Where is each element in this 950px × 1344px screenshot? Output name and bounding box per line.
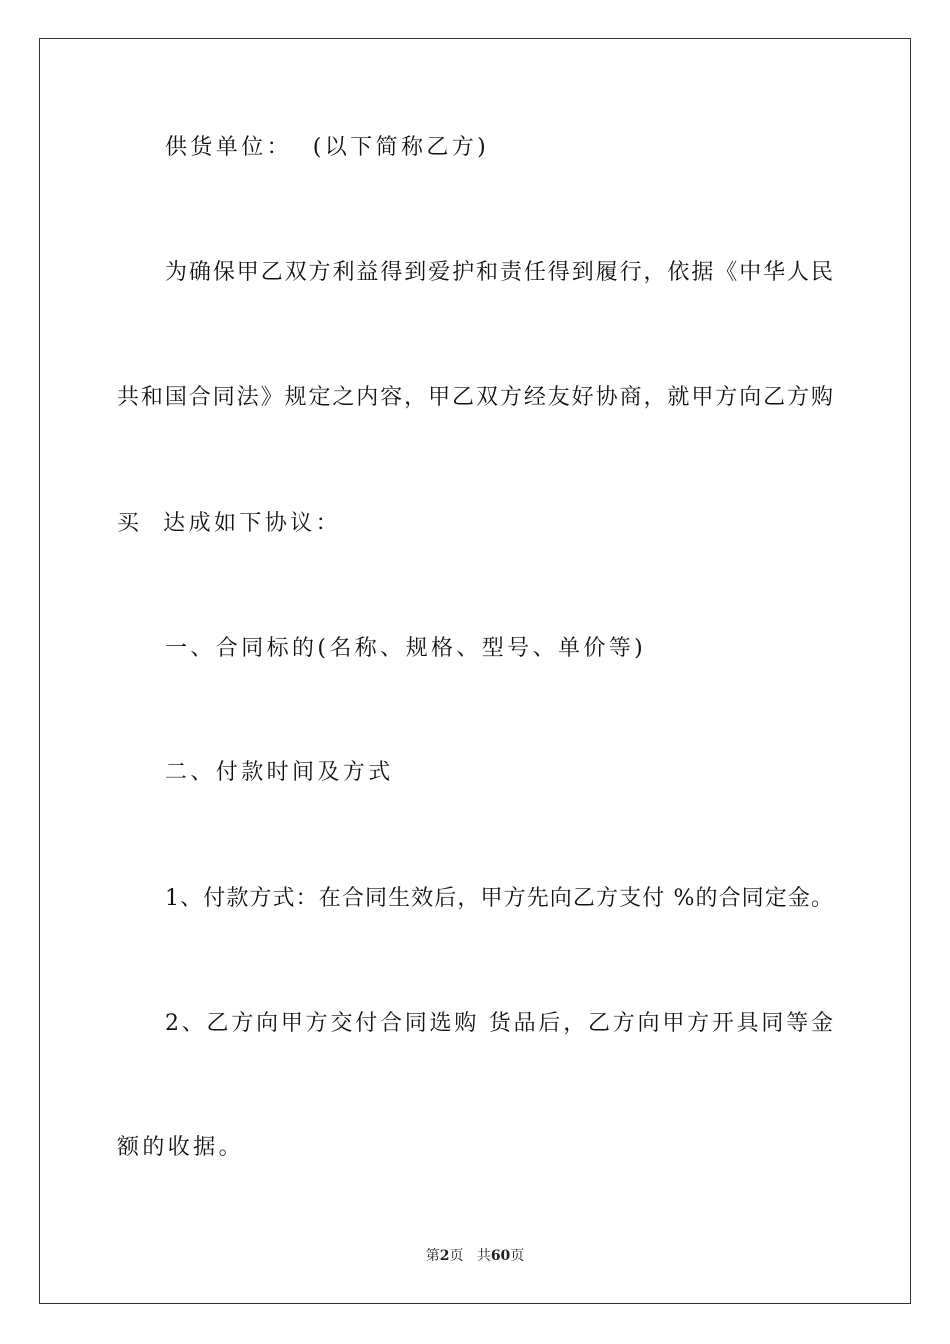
page-border xyxy=(39,38,911,1304)
clause-1-line: 1、付款方式：在合同生效后，甲方先向乙方支付 %的合同定金。 xyxy=(165,886,833,911)
clause-2-line-1: 2、乙方向甲方交付合同选购 货品后，乙方向甲方开具同等金 xyxy=(165,1011,833,1036)
footer-page-suffix: 页 xyxy=(449,1248,464,1264)
footer-total-suffix: 页 xyxy=(510,1248,525,1264)
section-heading-2: 二、付款时间及方式 xyxy=(165,760,394,785)
paragraph-intro-line-1: 为确保甲乙双方利益得到爱护和责任得到履行，依据《中华人民 xyxy=(165,260,833,285)
footer-page-number: 2 xyxy=(439,1248,450,1264)
page-footer xyxy=(0,1247,950,1265)
paragraph-intro-line-2: 共和国合同法》规定之内容，甲乙双方经友好协商，就甲方向乙方购 xyxy=(117,385,833,410)
footer-total-number: 60 xyxy=(490,1248,511,1264)
supplier-line: 供货单位： (以下简称乙方) xyxy=(165,135,490,160)
footer-page-label: 第 xyxy=(425,1248,440,1264)
section-heading-1: 一、合同标的(名称、规格、型号、单价等) xyxy=(165,636,647,661)
footer-total-label: 共 xyxy=(476,1248,491,1264)
paragraph-intro-line-3: 买 达成如下协议： xyxy=(117,511,341,536)
clause-2-line-2: 额的收据。 xyxy=(117,1135,245,1160)
